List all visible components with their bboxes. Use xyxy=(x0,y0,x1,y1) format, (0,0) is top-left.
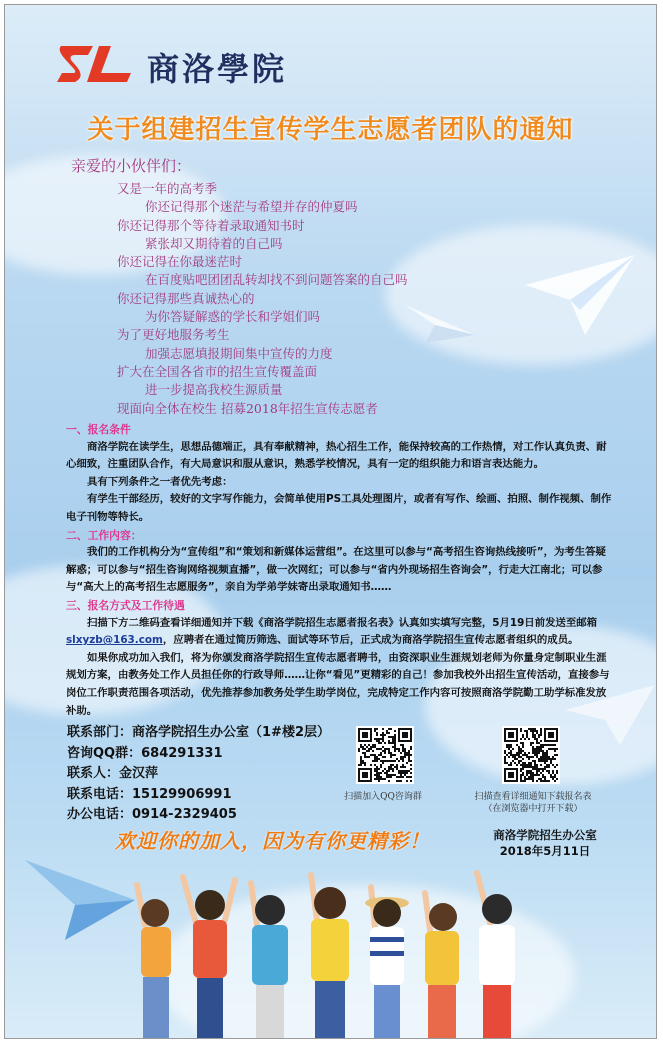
notice-download-qr-code[interactable] xyxy=(502,726,560,784)
contact-office: 办公电话：0914-2329405 xyxy=(67,807,237,822)
contact-qq: 咨询QQ群：684291331 xyxy=(67,745,223,761)
notice-body xyxy=(66,421,614,720)
student-figure xyxy=(311,875,349,1039)
poem-line: 现面向全体在校生 招募2018年招生宣传志愿者 xyxy=(117,400,378,416)
qr-caption xyxy=(453,791,613,815)
poem-line: 在百度贴吧团团乱转却找不到问题答案的自己吗 xyxy=(145,272,408,288)
logo-sl-icon xyxy=(55,40,139,86)
contact-phone: 联系电话：15129906991 xyxy=(67,786,232,802)
paragraph-text: ，应聘者在通过简历筛选、面试等环节后，正式成为商洛学院招生宣传志愿者组织的成员。 xyxy=(162,634,579,647)
contact-dept: 联系部门：商洛学院招生办公室（1#楼2层） xyxy=(67,725,330,740)
qr-caption-line: （在浏览器中打开下载） xyxy=(483,804,583,814)
poem-line: 又是一年的高考季 xyxy=(117,181,218,196)
paper-plane-icon xyxy=(25,860,135,940)
section-title: 一、报名条件 xyxy=(66,423,131,436)
student-figure xyxy=(365,887,409,1039)
contact-info xyxy=(67,723,330,826)
student-figure xyxy=(425,893,459,1039)
paragraph-text: 扫描下方二维码查看详细通知并下载《商洛学院招生志愿者报名表》认真如实填写完整，5月19日前发送至邮箱 xyxy=(87,616,598,629)
contact-person: 联系人：金汉萍 xyxy=(67,766,159,781)
students-illustration xyxy=(125,865,545,1039)
poem-line: 你还记得那个等待着录取通知书时 xyxy=(117,217,305,233)
poem-line: 你还记得那些真诚热心的 xyxy=(117,290,255,306)
paragraph: 商洛学院在读学生，思想品德端正，具有奉献精神，热心招生工作，能保持较高的工作热情，对工作认真负责、耐心细致，注重团队合作，有大局意识和服从意识，熟悉学校情况，具有一定的组织能力和语言表达能力。 xyxy=(66,440,607,471)
paragraph xyxy=(66,615,614,650)
poem-line: 紧张却又期待着的自己吗 xyxy=(145,235,283,251)
paragraph: 具有下列条件之一者优先考虑： xyxy=(87,475,233,488)
qq-group-qr-code[interactable] xyxy=(356,726,414,784)
student-figure xyxy=(477,873,515,1039)
poem-line: 为了更好地服务考生 xyxy=(117,327,230,343)
poster xyxy=(4,4,657,1039)
signature-org: 商洛学院招生办公室 xyxy=(493,828,597,842)
section-title: 二、工作内容： xyxy=(66,528,142,542)
section-title: 三、报名方式及工作待遇 xyxy=(66,598,185,612)
email-link[interactable]: slxyzb@163.com xyxy=(66,634,163,647)
page-title: 关于组建招生宣传学生志愿者团队的通知 xyxy=(87,115,574,145)
paragraph: 如果你成功加入我们，将为你颁发商洛学院招生宣传志愿者聘书，由资深职业生涯规划老师为你量身定制职业生涯规划方案，由教务处工作人员担任你的行政导师……让你“看见”更精彩的自己！参加我校外出招生宣传活动，直接参与岗位工作职责范围各项活动，优先推荐参加教务处学生助学岗位，完成特定工作内容可按照商洛学院勤工助学标准发放补助。 xyxy=(66,651,610,717)
paragraph: 有学生干部经历，较好的文字写作能力，会简单使用PS工具处理图片，或者有写作、绘画、拍照、制作视频、制作电子刊物等特长。 xyxy=(66,493,612,523)
poem-line: 进一步提高我校生源质量 xyxy=(145,382,283,398)
logo xyxy=(55,40,315,90)
poem-line: 加强志愿填报期间集中宣传的力度 xyxy=(145,345,333,361)
student-figure xyxy=(183,877,235,1039)
signature-date: 2018年5月11日 xyxy=(499,844,591,858)
poem-line: 扩大在全国各省市的招生宣传覆盖面 xyxy=(117,363,318,379)
poem-line: 你还记得那个迷茫与希望并存的仲夏吗 xyxy=(145,199,358,215)
qr-caption: 扫描加入QQ咨询群 xyxy=(344,792,422,802)
student-figure xyxy=(251,883,288,1039)
signature xyxy=(475,827,615,859)
logo-text: 商洛學院 xyxy=(147,50,288,88)
poem-greeting: 亲爱的小伙伴们： xyxy=(71,157,192,175)
poem-line: 你还记得在你最迷茫时 xyxy=(117,254,243,270)
paragraph: 我们的工作机构分为“宣传组”和“策划和新媒体运营组”。在这里可以参与“高考招生咨询热线接听”，为考生答疑解惑；可以参与“招生咨询网络视频直播”，做一次网红；可以参与“省内外现场招生咨询会”，行走大江南北；可以参与“高大上的高考招生志愿服务”，亲自为学弟学妹寄出录取通知书…… xyxy=(66,546,606,594)
poem xyxy=(71,155,631,418)
poem-line: 为你答疑解惑的学长和学姐们吗 xyxy=(145,309,321,325)
student-figure xyxy=(137,885,171,1039)
welcome-slogan: 欢迎你的加入，因为有你更精彩！ xyxy=(115,829,430,853)
qr-caption-line: 扫描查看详细通知下载报名表 xyxy=(474,792,592,802)
